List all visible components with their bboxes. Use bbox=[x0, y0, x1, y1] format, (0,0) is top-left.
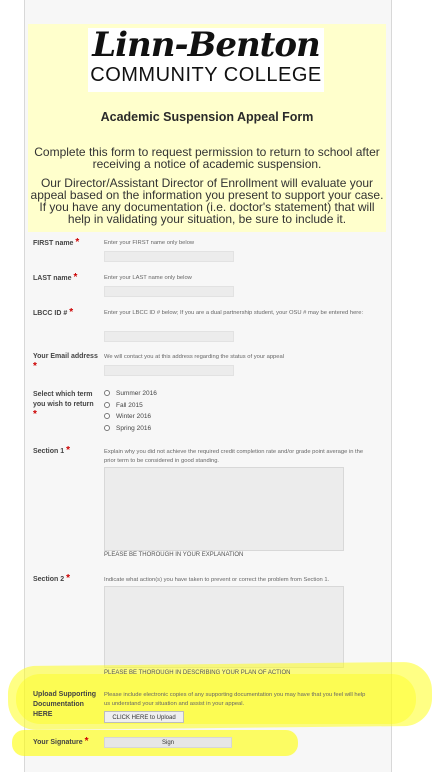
form-title: Academic Suspension Appeal Form bbox=[100, 110, 314, 124]
lbcc-id-hint: Enter your LBCC ID # below; If you are a dual partnership student, your OSU # may be entered here: bbox=[104, 310, 364, 316]
lbcc-id-label bbox=[33, 308, 103, 319]
intro-paragraph-2: Our Director/Assistant Director of Enrollment will evaluate your appeal based on the information you present to support your case. If you have any documentation (i.e. doctor's statement) that will help in validating your situation, be sure to include it. bbox=[30, 176, 384, 226]
required-marker: * bbox=[33, 361, 37, 372]
section1-label bbox=[33, 446, 103, 457]
term-option-winter[interactable] bbox=[104, 411, 151, 421]
logo-subtitle: COMMUNITY COLLEGE bbox=[90, 64, 322, 86]
email-label-text: Your Email address bbox=[33, 353, 98, 360]
required-marker: * bbox=[84, 736, 89, 747]
term-label-text: Select which term you wish to return bbox=[33, 391, 94, 408]
signature-label-text: Your Signature bbox=[33, 739, 83, 746]
last-name-label-text: LAST name bbox=[33, 275, 72, 282]
section2-textarea[interactable] bbox=[104, 586, 344, 668]
section1-textarea[interactable] bbox=[104, 467, 344, 551]
form-intro bbox=[30, 146, 384, 232]
radio-button[interactable] bbox=[104, 390, 110, 396]
lbcc-id-input[interactable] bbox=[104, 331, 234, 342]
required-marker: * bbox=[66, 445, 70, 456]
radio-button[interactable] bbox=[104, 413, 110, 419]
required-marker: * bbox=[75, 237, 80, 248]
required-marker: * bbox=[33, 409, 37, 420]
term-option-label: Winter 2016 bbox=[116, 412, 152, 420]
section1-hint: Explain why you did not achieve the required credit completion rate and/or grade point average in the prior term to be considered in good standing. bbox=[104, 449, 364, 464]
required-marker: * bbox=[69, 307, 74, 318]
section2-label-text: Section 2 bbox=[33, 576, 65, 583]
email-hint: We will contact you at this address regarding the status of your appeal bbox=[104, 354, 285, 360]
radio-button[interactable] bbox=[104, 402, 110, 408]
section1-label-text: Section 1 bbox=[33, 448, 65, 455]
radio-button[interactable] bbox=[104, 425, 110, 431]
first-name-hint: Enter your FIRST name only below bbox=[104, 240, 195, 246]
term-option-label: Summer 2016 bbox=[116, 389, 157, 397]
term-option-spring[interactable] bbox=[104, 423, 151, 433]
section2-hint: Indicate what action(s) you have taken to prevent or correct the problem from Section 1. bbox=[104, 577, 330, 583]
last-name-input[interactable] bbox=[104, 286, 234, 297]
college-logo bbox=[88, 25, 324, 92]
upload-label: Upload Supporting Documentation HERE bbox=[33, 691, 96, 718]
required-marker: * bbox=[66, 573, 70, 584]
section2-note: PLEASE BE THOROUGH IN DESCRIBING YOUR PLAN OF ACTION bbox=[104, 670, 291, 676]
term-option-label: Spring 2016 bbox=[116, 424, 152, 432]
required-marker: * bbox=[73, 272, 78, 283]
upload-hint: Please include electronic copies of any supporting documentation you may have that you feel will help us understand your situation and assist in your appeal. bbox=[104, 692, 366, 707]
term-option-summer[interactable] bbox=[104, 388, 157, 398]
first-name-label-text: FIRST name bbox=[33, 240, 74, 247]
section2-label bbox=[33, 574, 103, 585]
term-option-label: Fall 2015 bbox=[116, 401, 143, 409]
email-input[interactable] bbox=[104, 365, 234, 376]
email-label bbox=[33, 352, 103, 373]
first-name-input[interactable] bbox=[104, 251, 234, 262]
term-label bbox=[33, 390, 103, 421]
sign-button[interactable]: Sign bbox=[104, 737, 232, 748]
last-name-label bbox=[33, 273, 103, 284]
last-name-hint: Enter your LAST name only below bbox=[104, 275, 192, 281]
term-option-fall[interactable] bbox=[104, 400, 143, 410]
section1-note: PLEASE BE THOROUGH IN YOUR EXPLANATION bbox=[104, 552, 244, 558]
upload-button[interactable]: CLICK HERE to Upload bbox=[104, 711, 184, 723]
intro-paragraph-1: Complete this form to request permission to return to school after receiving a notice of academic suspension. bbox=[34, 145, 380, 171]
first-name-label bbox=[33, 238, 103, 249]
logo-script-text: Linn-Benton bbox=[92, 25, 320, 65]
signature-label bbox=[33, 737, 103, 748]
lbcc-id-label-text: LBCC ID # bbox=[33, 310, 68, 317]
